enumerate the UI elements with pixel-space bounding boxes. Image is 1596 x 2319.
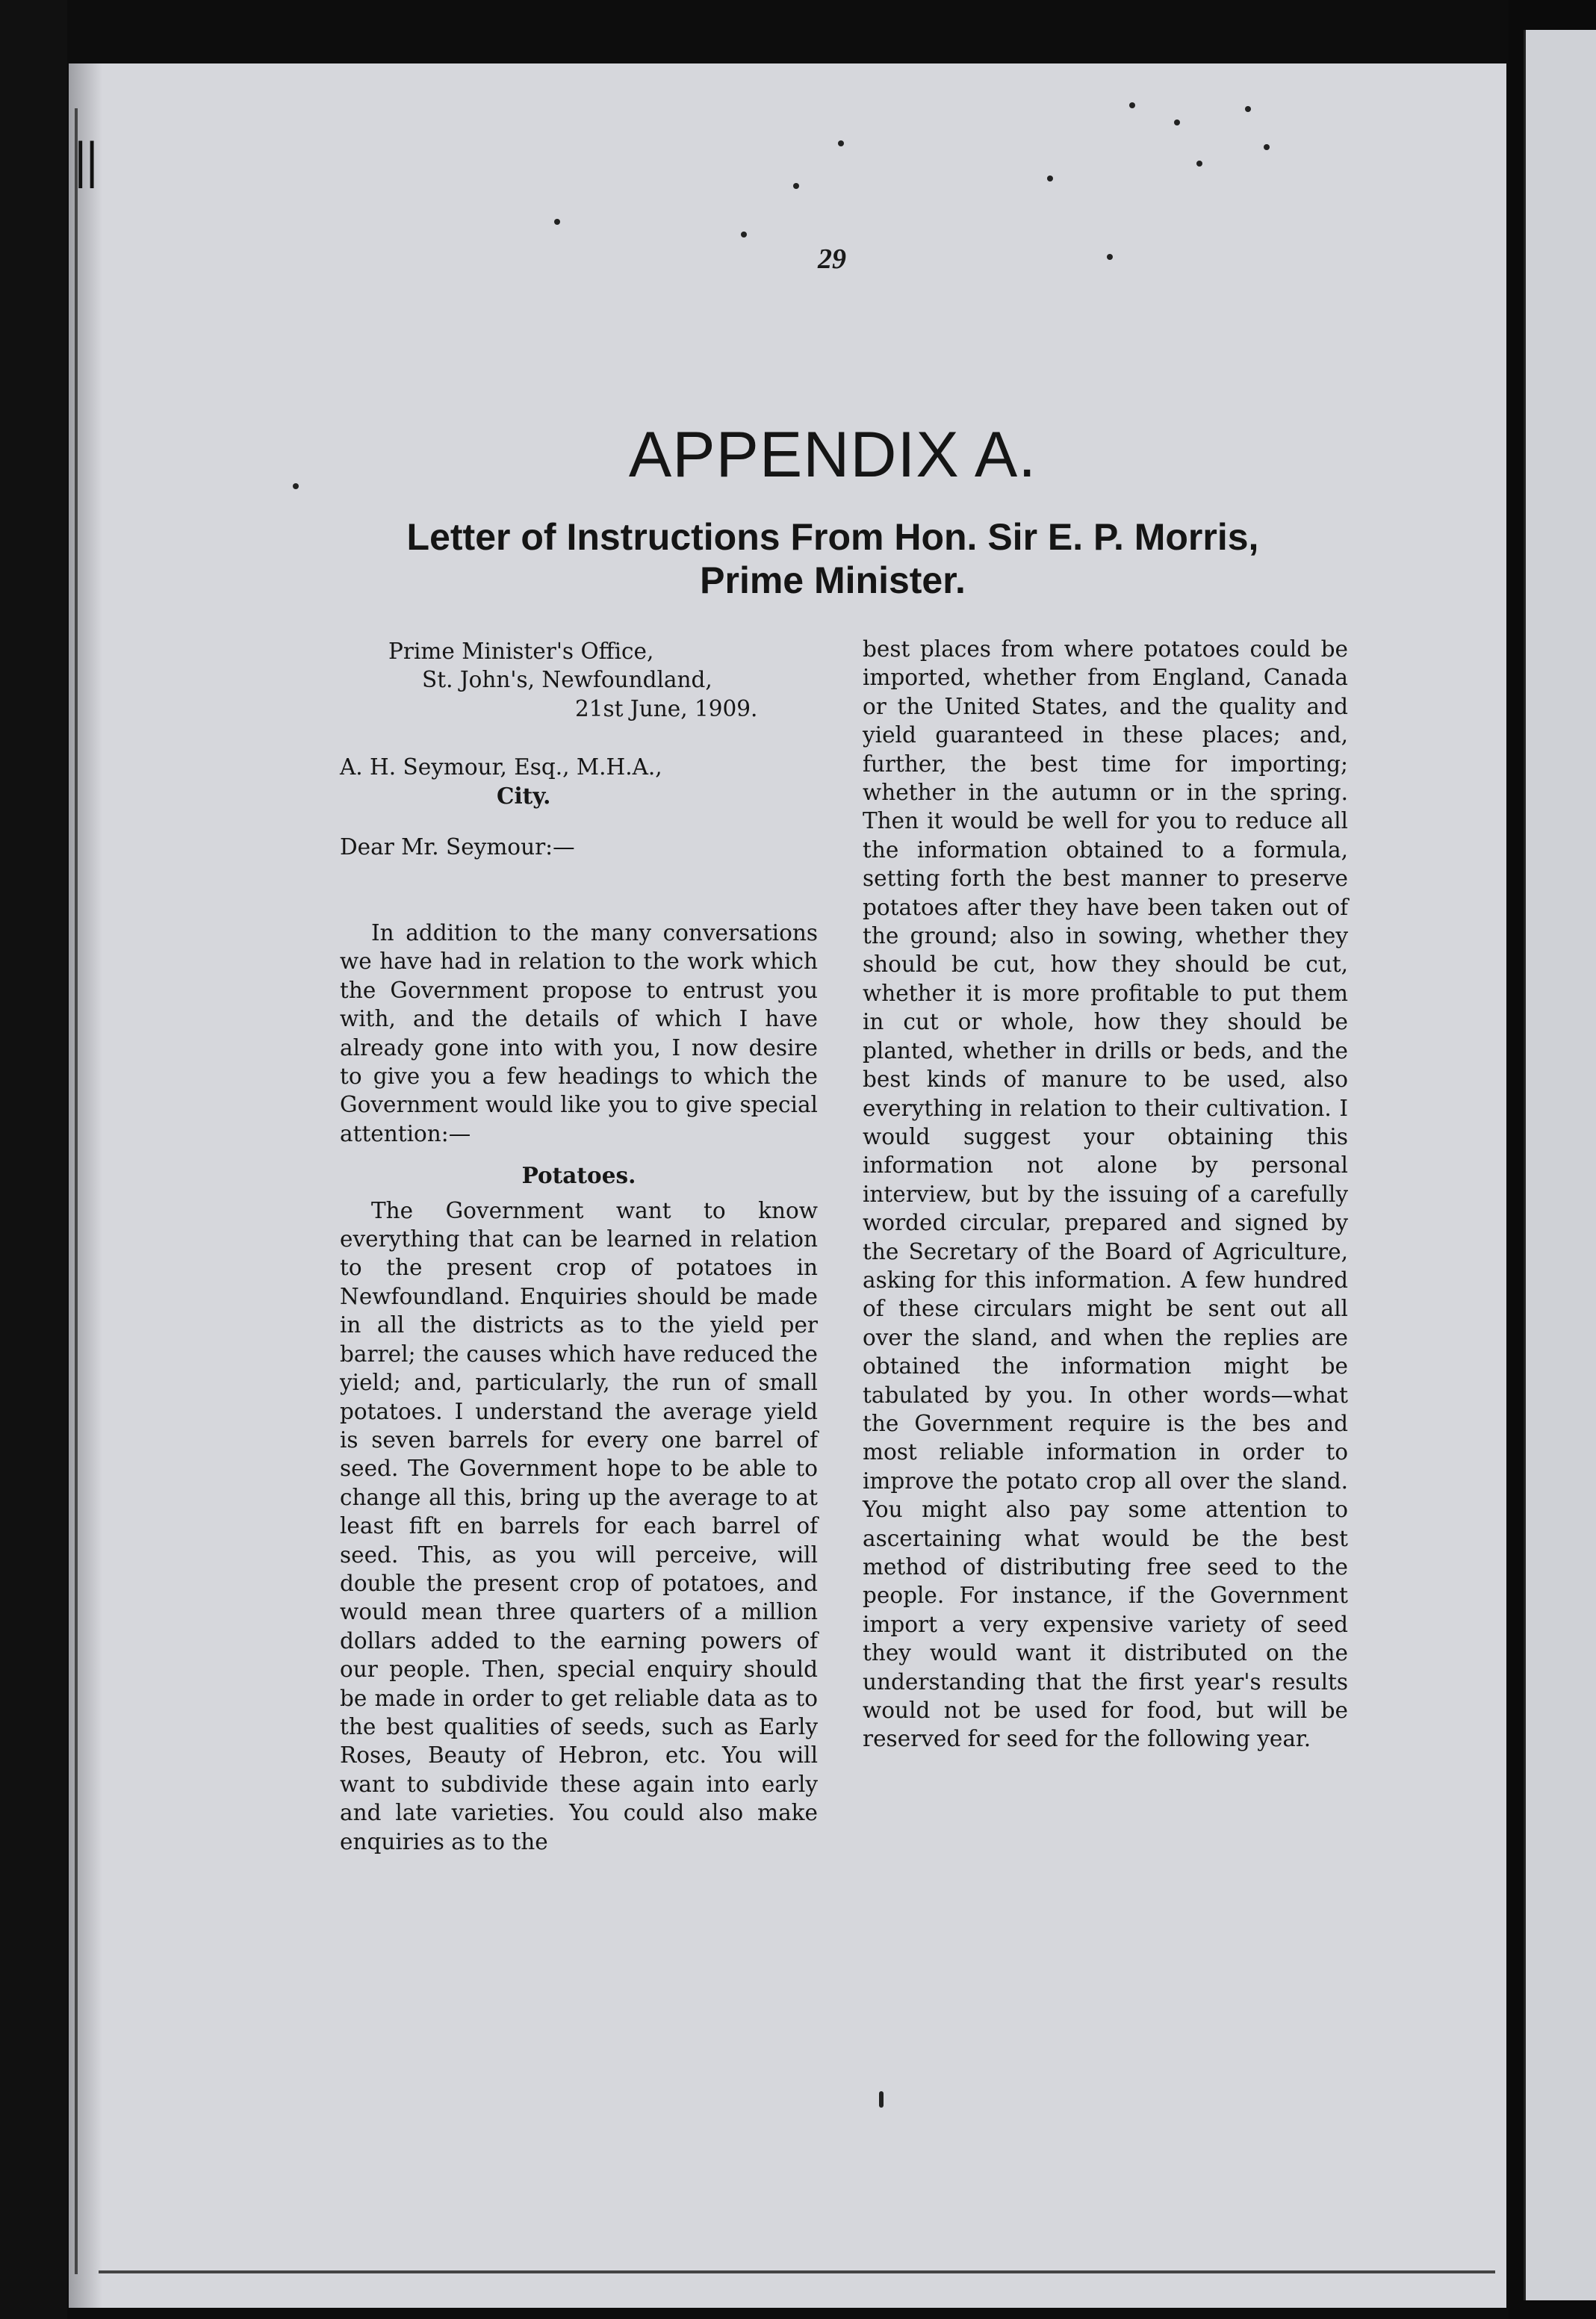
salutation: Dear Mr. Seymour:—: [340, 834, 575, 860]
scan-speck: [1129, 102, 1135, 108]
scan-speck: [1047, 176, 1053, 181]
scan-border-left: [0, 0, 67, 2319]
right-column: [863, 635, 1348, 1754]
scan-speck: [1245, 106, 1251, 112]
scan-speck: [838, 140, 844, 146]
sender-office: Prime Minister's Office,: [388, 639, 654, 664]
page-number: 29: [818, 243, 846, 275]
letter-date: 21st June, 1909.: [575, 696, 758, 721]
scan-speck: [1107, 254, 1113, 260]
scan-speck: [554, 219, 560, 225]
recipient-name: A. H. Seymour, Esq., M.H.A.,: [340, 754, 662, 780]
adjacent-page-edge: [1524, 30, 1596, 2300]
potatoes-paragraph-left: The Government want to know everything that can be learned in relation to the present crop of potatoes in Newfoundland. Enquiries should be made in all the districts as to the yield per barrel; the causes which have reduced the yield; and, particularly, the run of small potatoes. I understand the average yield is seven barrels for every one barrel of seed. The Government hope to be able to change all this, bring up the average to at least fift en barrels for each barrel of seed. This, as you will perceive, will double the present crop of potatoes, and would mean three quarters of a million dollars added to the earning powers of our people. Then, special enquiry should be made in order to get reliable data as to the best qualities of seeds, such as Early Roses, Beauty of Hebron, etc. You will want to subdivide these again into early and late varieties. You could also make enquiries as to the: [340, 1197, 818, 1854]
section-heading-potatoes: Potatoes.: [521, 1162, 636, 1189]
scan-speck: [1264, 144, 1270, 150]
scan-speck: [1174, 119, 1180, 125]
binding-mark: ||: [75, 131, 98, 189]
page-bottom-rule: [99, 2270, 1495, 2273]
scan-speck: [741, 232, 747, 238]
letter-subtitle-line2: Prime Minister.: [700, 559, 966, 601]
left-column: [340, 919, 818, 1856]
scan-speck: [793, 183, 799, 189]
scan-speck: [879, 2091, 884, 2108]
sender-city: St. John's, Newfoundland,: [422, 667, 712, 692]
potatoes-paragraph-right: best places from where potatoes could be imported, whether from England, Canada or the United States, and the quality and yield guaranteed in these places; and, further, the best time for importing; whether in the autumn or in the spring. Then it would be well for you to reduce all the information obtained to a formula, setting forth the best manner to preserve potatoes after they have been taken out of the ground; also in sowing, whether they should be cut, how they should be cut, whether it is more profitable to put them in cut or whole, how they should be planted, whether in drills or beds, and the best kinds of manure to be used, also everything in relation to their cultivation. I would suggest your obtaining this information not alone by personal interview, but by the issuing of a carefully worded circular, prepared and signed by the Secretary of the Board of Agriculture, asking for this information. A few hundred of these circulars might be sent out all over the sland, and when the replies are obtained the information might be tabulated by you. In other words—what the Government require is the bes and most reliable information in order to improve the potato crop all over the sland. You might also pay some attention to ascertaining what would be the best method of distributing free seed to the people. For instance, if the Government import a very expensive variety of seed they would want it distributed on the understanding that the first year's results would not be used for food, but will be reserved for seed for the following year.: [863, 636, 1348, 1752]
recipient-city: City.: [497, 783, 551, 809]
appendix-title: APPENDIX A.: [628, 419, 1037, 491]
scan-speck: [1196, 161, 1202, 167]
intro-paragraph: In addition to the many conversations we have had in relation to the work which the Government propose to entrust you with, and the details of which I have already gone into with you, I now desire to give you a few headings to which the Government would like you to give special attention:—: [340, 920, 818, 1146]
binding-shadow: [69, 63, 102, 2308]
letter-subtitle-line1: Letter of Instructions From Hon. Sir E. P. Morris,: [406, 516, 1259, 558]
